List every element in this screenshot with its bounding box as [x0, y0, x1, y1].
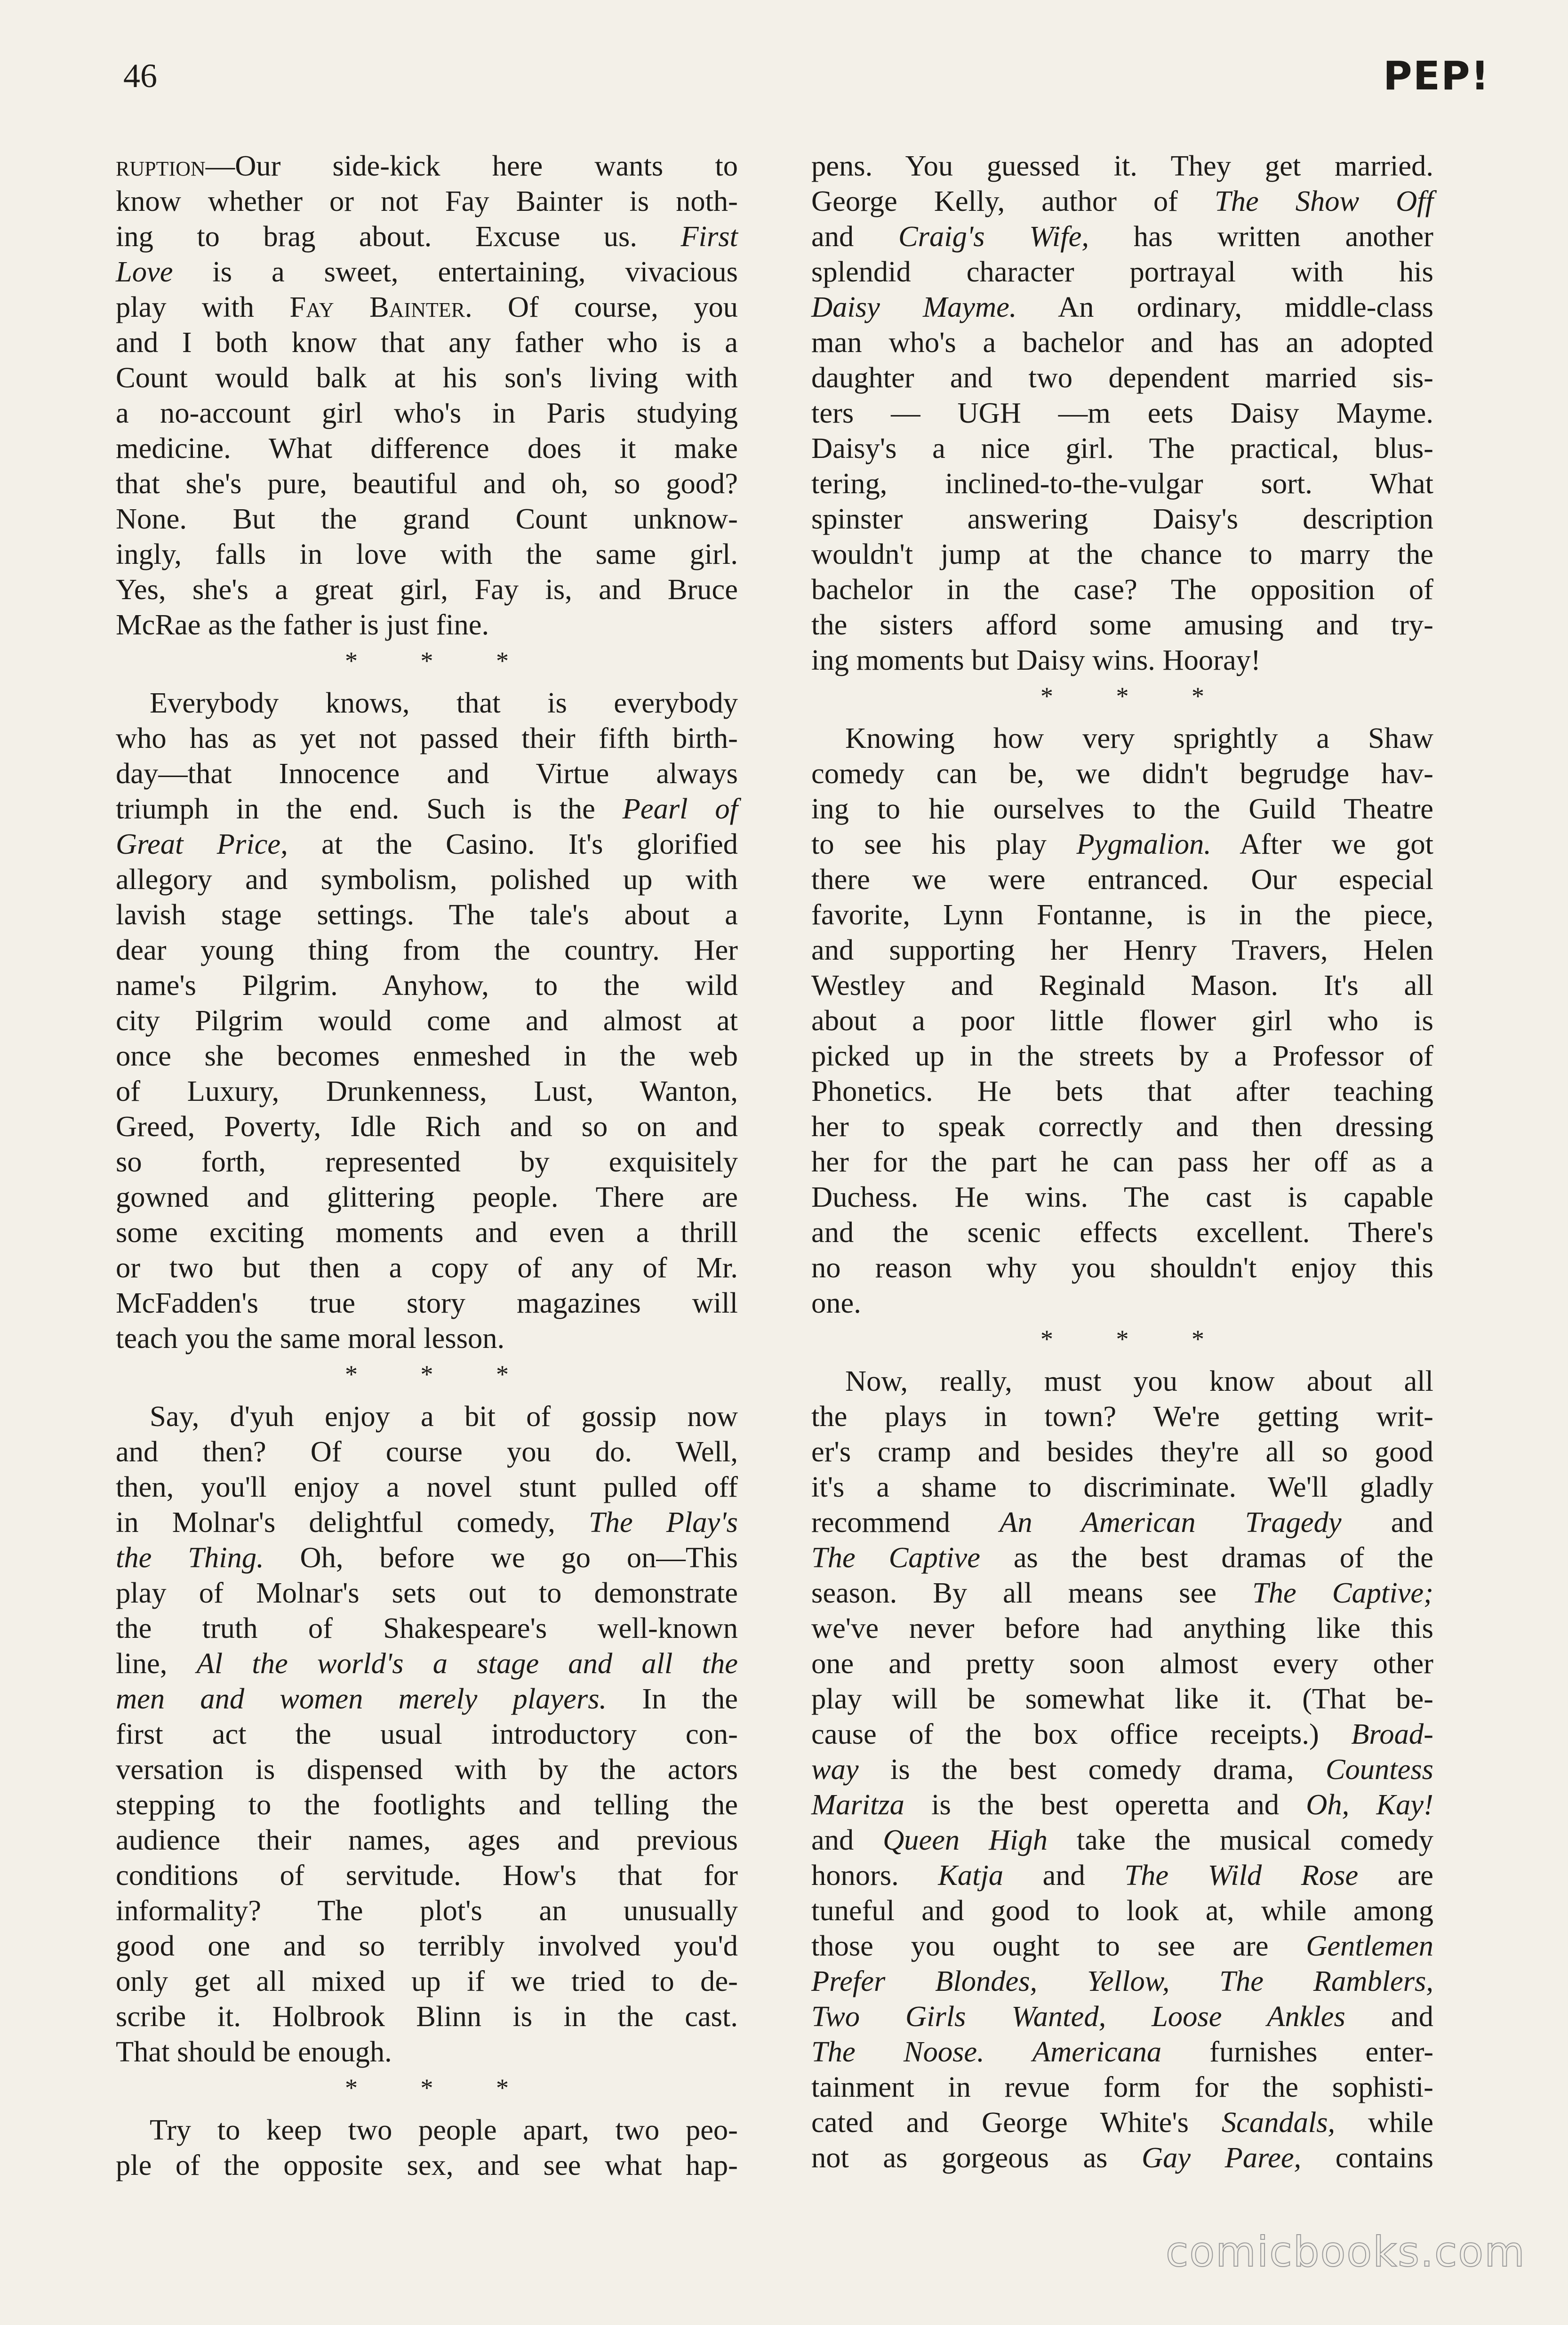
text-line: teach you the same moral lesson.: [116, 1322, 505, 1355]
text-line: Count would balk at his son's living with: [116, 361, 738, 394]
text-line: Daisy Mayme. An ordinary, middle-class: [811, 290, 1433, 323]
text-line: Duchess. He wins. The cast is capable: [811, 1180, 1433, 1213]
paragraph-first-love-review: [116, 148, 738, 642]
section-separator: * * *: [1040, 1325, 1232, 1353]
paragraph-pygmalion-review: [811, 721, 1433, 1321]
text-line: allegory and symbolism, polished up with: [116, 863, 738, 896]
text-line: and supporting her Henry Travers, Helen: [811, 933, 1433, 966]
text-line: The Captive as the best dramas of the: [811, 1541, 1433, 1574]
text-line: and then? Of course you do. Well,: [116, 1435, 738, 1468]
text-line: bachelor in the case? The opposition of: [811, 573, 1433, 606]
text-line: Two Girls Wanted, Loose Ankles and: [811, 2000, 1433, 2033]
text-line: play of Molnar's sets out to demonstrate: [116, 1576, 738, 1609]
text-line: who has as yet not passed their fifth birth-: [116, 722, 738, 754]
text-line: triumph in the end. Such is the Pearl of: [116, 792, 738, 825]
text-line: Yes, she's a great girl, Fay is, and Bruce: [116, 573, 738, 606]
text-line: her to speak correctly and then dressing: [811, 1110, 1433, 1143]
text-line: scribe it. Holbrook Blinn is in the cast.: [116, 2000, 738, 2033]
left-column: [116, 148, 738, 2183]
text-line: then, you'll enjoy a novel stunt pulled off: [116, 1470, 738, 1503]
text-line: favorite, Lynn Fontanne, is in the piece,: [811, 898, 1433, 931]
text-line: tuneful and good to look at, while among: [811, 1894, 1433, 1927]
text-line: only get all mixed up if we tried to de-: [116, 1964, 738, 1997]
text-line: and I both know that any father who is a: [116, 326, 738, 359]
text-line: recommend An American Tragedy and: [811, 1506, 1433, 1539]
text-line: there we were entranced. Our especial: [811, 863, 1433, 896]
text-line: way is the best comedy drama, Countess: [811, 1753, 1433, 1786]
text-line: in Molnar's delightful comedy, The Play's: [116, 1506, 738, 1539]
text-line: Maritza is the best operetta and Oh, Kay!: [811, 1788, 1433, 1821]
text-line: er's cramp and besides they're all so good: [811, 1435, 1433, 1468]
text-line: cated and George White's Scandals, while: [811, 2106, 1433, 2139]
site-watermark: comicbooks.com: [1165, 2228, 1526, 2276]
text-line: once she becomes enmeshed in the web: [116, 1039, 738, 1072]
text-line: not as gorgeous as Gay Paree, contains: [811, 2141, 1433, 2174]
text-line: tering, inclined-to-the-vulgar sort. What: [811, 467, 1433, 500]
text-line: Everybody knows, that is everybody: [150, 686, 738, 719]
text-line: man who's a bachelor and has an adopted: [811, 326, 1433, 359]
text-line: Great Price, at the Casino. It's glorified: [116, 827, 738, 860]
text-line: day—that Innocence and Virtue always: [116, 757, 738, 790]
text-line: one and pretty soon almost every other: [811, 1647, 1433, 1680]
text-line: Greed, Poverty, Idle Rich and so on and: [116, 1110, 738, 1143]
text-line: so forth, represented by exquisitely: [116, 1145, 738, 1178]
text-line: the Thing. Oh, before we go on—This: [116, 1541, 738, 1574]
text-line: a no-account girl who's in Paris studying: [116, 396, 738, 429]
text-line: the sisters afford some amusing and try-: [811, 608, 1433, 641]
text-line: medicine. What difference does it make: [116, 432, 738, 465]
text-line: good one and so terribly involved you'd: [116, 1929, 738, 1962]
text-line: conditions of servitude. How's that for: [116, 1859, 738, 1892]
page-number: 46: [123, 57, 157, 95]
text-line: ing to brag about. Excuse us. First: [116, 220, 738, 253]
text-line: play will be somewhat like it. (That be-: [811, 1682, 1433, 1715]
paragraph-plays-the-thing-review: [116, 1399, 738, 2069]
text-line: ruption—Our side-kick here wants to: [116, 149, 738, 182]
text-line: versation is dispensed with by the actors: [116, 1753, 738, 1786]
text-line: name's Pilgrim. Anyhow, to the wild: [116, 969, 738, 1002]
text-line: ingly, falls in love with the same girl.: [116, 537, 738, 570]
text-line: None. But the grand Count unknow-: [116, 502, 738, 535]
right-column: [811, 148, 1433, 2175]
section-separator: * * *: [345, 647, 537, 675]
text-line: men and women merely players. In the: [116, 1682, 738, 1715]
paragraph-daisy-mayme-review: [811, 148, 1433, 678]
text-line: tainment in revue form for the sophisti-: [811, 2070, 1433, 2103]
text-line: wouldn't jump at the chance to marry the: [811, 537, 1433, 570]
text-line: Daisy's a nice girl. The practical, blus-: [811, 432, 1433, 465]
text-line: it's a shame to discriminate. We'll gladly: [811, 1470, 1433, 1503]
text-line: and Craig's Wife, has written another: [811, 220, 1433, 253]
text-line: That should be enough.: [116, 2035, 392, 2068]
text-line: season. By all means see The Captive;: [811, 1576, 1433, 1609]
text-line: ing moments but Daisy wins. Hooray!: [811, 643, 1261, 676]
text-line: and the scenic effects excellent. There's: [811, 1216, 1433, 1249]
section-separator: * * *: [345, 1360, 537, 1388]
text-line: Now, really, must you know about all: [845, 1364, 1433, 1397]
text-line: to see his play Pygmalion. After we got: [811, 827, 1433, 860]
text-line: those you ought to see are Gentlemen: [811, 1929, 1433, 1962]
text-line: Try to keep two people apart, two peo-: [150, 2113, 738, 2146]
text-line: that she's pure, beautiful and oh, so good?: [116, 467, 738, 500]
text-line: line, Al the world's a stage and all the: [116, 1647, 738, 1680]
text-line: McFadden's true story magazines will: [116, 1286, 738, 1319]
text-line: informality? The plot's an unusually: [116, 1894, 738, 1927]
text-line: Knowing how very sprightly a Shaw: [845, 722, 1433, 754]
text-line: cause of the box office receipts.) Broad-: [811, 1717, 1433, 1750]
text-line: we've never before had anything like this: [811, 1611, 1433, 1644]
text-line: and Queen High take the musical comedy: [811, 1823, 1433, 1856]
text-line: lavish stage settings. The tale's about a: [116, 898, 738, 931]
text-line: dear young thing from the country. Her: [116, 933, 738, 966]
text-line: the truth of Shakespeare's well-known: [116, 1611, 738, 1644]
section-separator: * * *: [345, 2074, 537, 2102]
text-line: daughter and two dependent married sis-: [811, 361, 1433, 394]
text-line: Love is a sweet, entertaining, vivacious: [116, 255, 738, 288]
text-line: city Pilgrim would come and almost at: [116, 1004, 738, 1037]
text-line: ple of the opposite sex, and see what hap-: [116, 2149, 738, 2181]
text-line: George Kelly, author of The Show Off: [811, 184, 1433, 217]
text-line: spinster answering Daisy's description: [811, 502, 1433, 535]
text-line: McRae as the father is just fine.: [116, 608, 489, 641]
magazine-title: PEP!: [1383, 53, 1490, 99]
text-line: ing to hie ourselves to the Guild Theatre: [811, 792, 1433, 825]
text-line: Westley and Reginald Mason. It's all: [811, 969, 1433, 1002]
text-line: of Luxury, Drunkenness, Lust, Wanton,: [116, 1074, 738, 1107]
paragraph-daisy-mayme-intro: [116, 2112, 738, 2183]
text-line: Prefer Blondes, Yellow, The Ramblers,: [811, 1964, 1433, 1997]
text-line: about a poor little flower girl who is: [811, 1004, 1433, 1037]
text-line: gowned and glittering people. There are: [116, 1180, 738, 1213]
text-line: the plays in town? We're getting writ-: [811, 1400, 1433, 1433]
text-line: play with Fay Bainter. Of course, you: [116, 290, 738, 323]
text-line: splendid character portrayal with his: [811, 255, 1433, 288]
text-line: Say, d'yuh enjoy a bit of gossip now: [150, 1400, 738, 1433]
text-line: Phonetics. He bets that after teaching: [811, 1074, 1433, 1107]
section-separator: * * *: [1040, 682, 1232, 710]
text-line: know whether or not Fay Bainter is noth-: [116, 184, 738, 217]
text-line: honors. Katja and The Wild Rose are: [811, 1859, 1433, 1892]
paragraph-pearl-of-great-price-review: [116, 685, 738, 1356]
text-line: her for the part he can pass her off as a: [811, 1145, 1433, 1178]
text-line: stepping to the footlights and telling the: [116, 1788, 738, 1821]
text-line: ters — UGH —m eets Daisy Mayme.: [811, 396, 1433, 429]
text-line: pens. You guessed it. They get married.: [811, 149, 1433, 182]
text-line: one.: [811, 1286, 861, 1319]
text-line: picked up in the streets by a Professor of: [811, 1039, 1433, 1072]
paragraph-plays-roundup: [811, 1363, 1433, 2175]
text-line: no reason why you shouldn't enjoy this: [811, 1251, 1433, 1284]
text-line: audience their names, ages and previous: [116, 1823, 738, 1856]
text-line: The Noose. Americana furnishes enter-: [811, 2035, 1434, 2068]
text-line: or two but then a copy of any of Mr.: [116, 1251, 738, 1284]
text-line: some exciting moments and even a thrill: [116, 1216, 738, 1249]
text-line: first act the usual introductory con-: [116, 1717, 738, 1750]
text-line: comedy can be, we didn't begrudge hav-: [811, 757, 1433, 790]
